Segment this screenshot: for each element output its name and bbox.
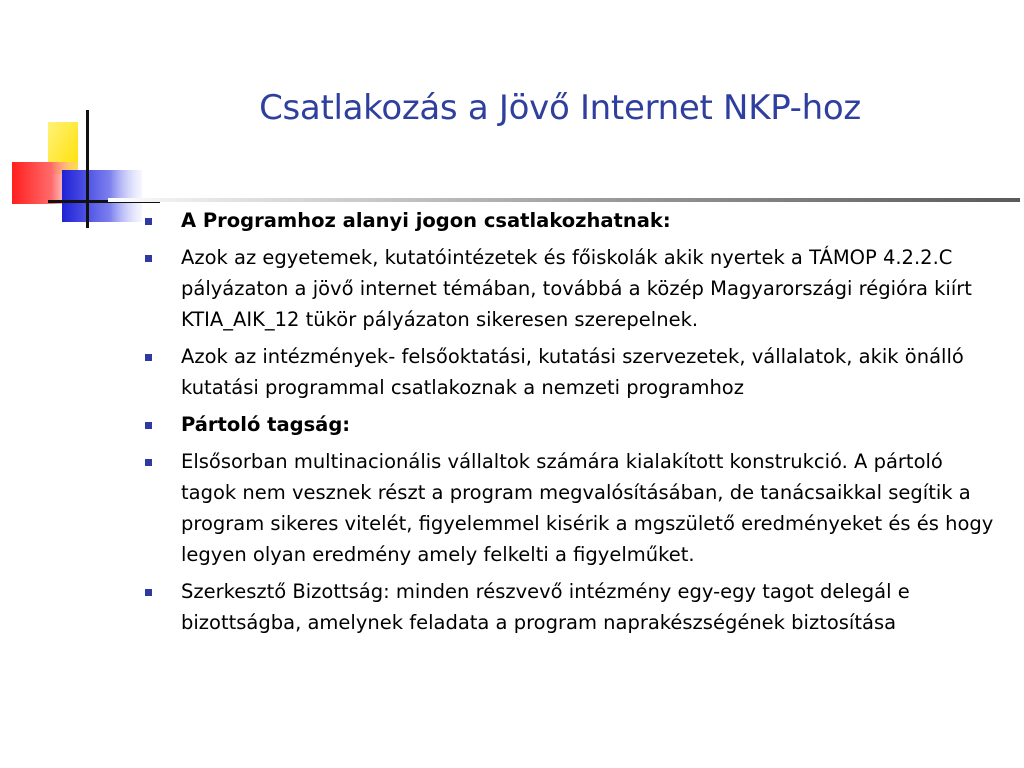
list-item-text: Szerkesztő Bizottság: minden részvevő intézmény egy-egy tagot delegál e bizottságba, amelynek feladata a program naprakészségének biztosítása: [181, 580, 910, 634]
list-item: [140, 242, 1000, 335]
square-bullet-icon: [145, 255, 152, 262]
title-divider: [108, 198, 1020, 202]
list-item: [140, 205, 1000, 236]
slide-title: Csatlakozás a Jövő Internet NKP-hoz: [259, 88, 861, 128]
decorative-logo-graphic: [0, 0, 160, 240]
list-item: [140, 446, 1000, 570]
list-item: [140, 409, 1000, 440]
list-item-text: A Programhoz alanyi jogon csatlakozhatnak:: [181, 209, 671, 232]
square-bullet-icon: [145, 459, 152, 466]
square-bullet-icon: [145, 218, 152, 225]
bullet-list: [140, 205, 1000, 644]
list-item-text: Pártoló tagság:: [181, 413, 351, 436]
list-item: [140, 576, 1000, 638]
list-item-text: Elsősorban multinacionális vállaltok számára kialakított konstrukció. A pártoló tagok nem vesznek részt a program megvalósításában, de tanácsaikkal segítik a program sikeres vitelét, figyelemmel kisérik a mgszülető eredményeket és és hogy legyen olyan eredmény amely felkelti a figyelműket.: [181, 450, 994, 566]
list-item: [140, 341, 1000, 403]
list-item-text: Azok az egyetemek, kutatóintézetek és főiskolák akik nyertek a TÁMOP 4.2.2.C pályázaton a jövő internet témában, továbbá a közép Magyarországi régióra kiírt KTIA_AIK_12 tükör pályázaton sikeresen szerepelnek.: [181, 246, 972, 331]
square-bullet-icon: [145, 354, 152, 361]
square-bullet-icon: [145, 589, 152, 596]
square-bullet-icon: [145, 422, 152, 429]
list-item-text: Azok az intézmények- felsőoktatási, kutatási szervezetek, vállalatok, akik önálló kutatási programmal csatlakoznak a nemzeti programhoz: [181, 345, 964, 399]
